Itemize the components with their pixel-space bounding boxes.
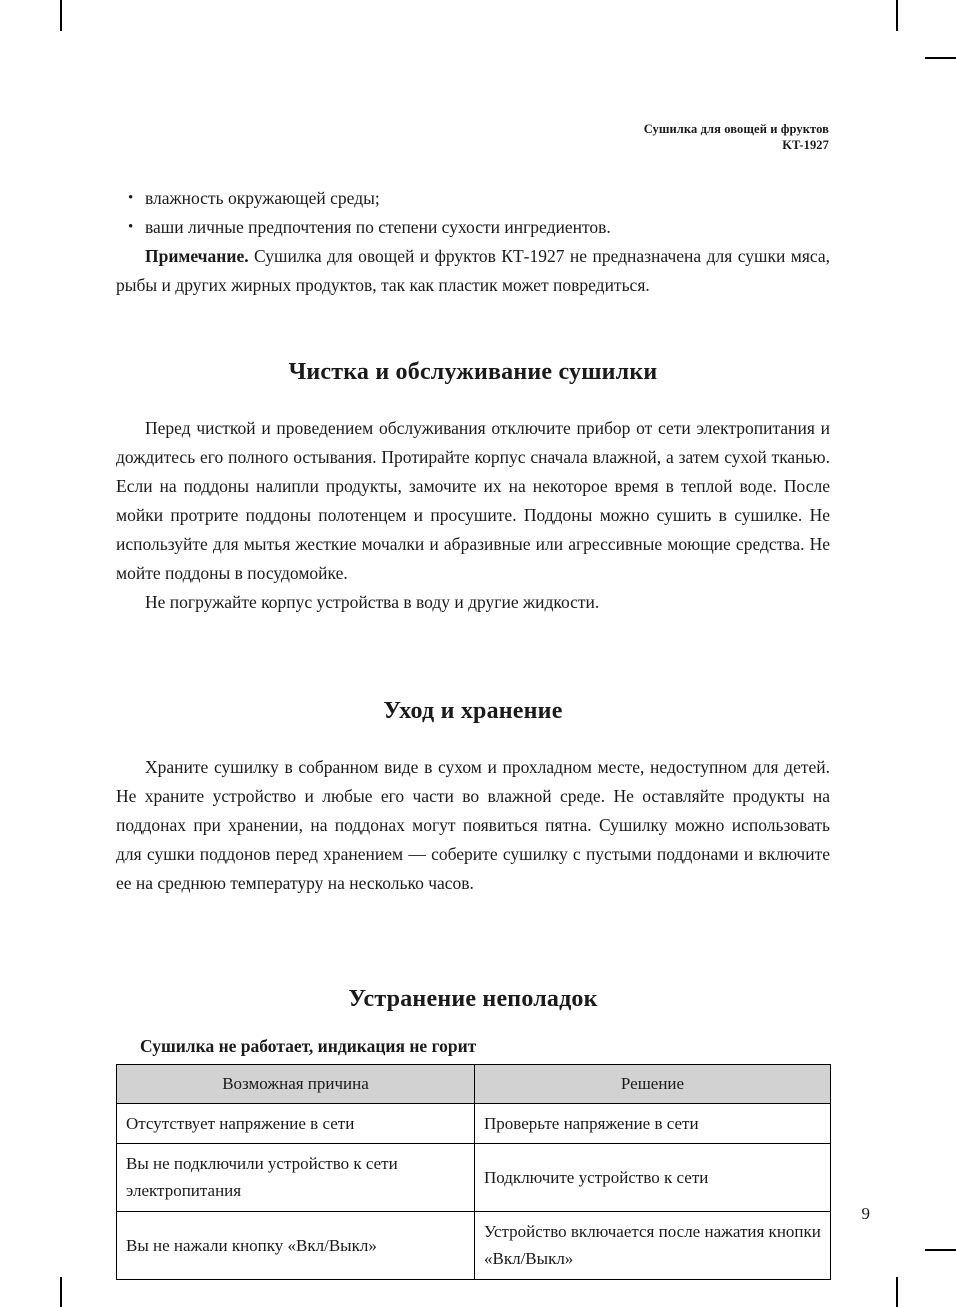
crop-mark-bottom-right-horizontal xyxy=(925,1249,956,1251)
cell-solution: Проверьте напряжение в сети xyxy=(475,1104,831,1144)
cell-cause: Вы не нажали кнопку «Вкл/Выкл» xyxy=(117,1212,475,1280)
page-number: 9 xyxy=(861,1204,870,1223)
column-header-solution: Решение xyxy=(475,1065,831,1104)
crop-mark-top-right-horizontal xyxy=(925,57,956,59)
troubleshooting-subheading: Сушилка не работает, индикация не горит xyxy=(140,1036,477,1056)
running-header xyxy=(644,121,829,153)
cell-solution: Подключите устройство к сети xyxy=(475,1144,831,1212)
cell-cause: Отсутствует напряжение в сети xyxy=(117,1104,475,1144)
note-body-text: Сушилка для овощей и фруктов КТ-1927 не предназначена для сушки мяса, рыбы и других жирных продуктов, так как пластик может повредиться. xyxy=(116,246,830,295)
table-row xyxy=(117,1144,831,1212)
header-model-number: KT-1927 xyxy=(782,138,829,152)
table-row xyxy=(117,1104,831,1144)
care-storage-paragraph-1: Храните сушилку в собранном виде в сухом и прохладном месте, недоступном для детей. Не храните устройство и любые его части во влажной среде. Не оставляйте продукты на поддонах при хранении, на поддонах могут появиться пятна. Сушилку можно использовать для сушки поддонов перед хранением — соберите сушилку с пустыми поддонами и включите ее на среднюю температуру на несколько часов. xyxy=(116,757,830,893)
cleaning-paragraph-1: Перед чисткой и проведением обслуживания отключите прибор от сети электропитания и дождитесь его полного остывания. Протирайте корпус сначала влажной, а затем сухой тканью. Если на поддоны налипли продукты, замочите их на некоторое время в теплой воде. После мойки протрите поддоны полотенцем и просушите. Поддоны можно сушить в сушилке. Не используйте для мытья жесткие мочалки и абразивные или агрессивные моющие средства. Не мойте поддоны в посудомойке. xyxy=(116,418,830,583)
note-lead-label: Примечание. xyxy=(145,246,249,266)
crop-mark-bottom-left-vertical xyxy=(60,1277,62,1307)
list-item-label: ваши личные предпочтения по степени сухости ингредиентов. xyxy=(145,217,611,237)
table-header-row xyxy=(117,1065,831,1104)
list-item xyxy=(116,184,830,213)
cell-solution: Устройство включается после нажатия кнопки «Вкл/Выкл» xyxy=(475,1212,831,1280)
section-heading-cleaning: Чистка и обслуживание сушилки xyxy=(288,359,658,385)
bullet-icon: • xyxy=(128,190,134,206)
column-header-cause: Возможная причина xyxy=(117,1065,475,1104)
cleaning-paragraph-2: Не погружайте корпус устройства в воду и другие жидкости. xyxy=(145,592,600,612)
cell-cause: Вы не подключили устройство к сети электропитания xyxy=(117,1144,475,1212)
header-product-title: Сушилка для овощей и фруктов xyxy=(643,122,829,136)
crop-mark-top-right-vertical xyxy=(896,0,898,31)
crop-mark-bottom-right-vertical xyxy=(896,1277,898,1307)
section-heading-care-storage: Уход и хранение xyxy=(383,698,563,724)
list-item-label: влажность окружающей среды; xyxy=(145,188,380,208)
list-item xyxy=(116,213,830,242)
intro-bullet-list xyxy=(116,184,830,242)
section-heading-troubleshooting: Устранение неполадок xyxy=(348,986,598,1012)
intro-note-paragraph xyxy=(116,242,830,300)
page-content xyxy=(116,184,830,1280)
crop-mark-top-left-vertical xyxy=(60,0,62,31)
troubleshooting-table xyxy=(116,1064,831,1280)
bullet-icon: • xyxy=(128,219,134,235)
